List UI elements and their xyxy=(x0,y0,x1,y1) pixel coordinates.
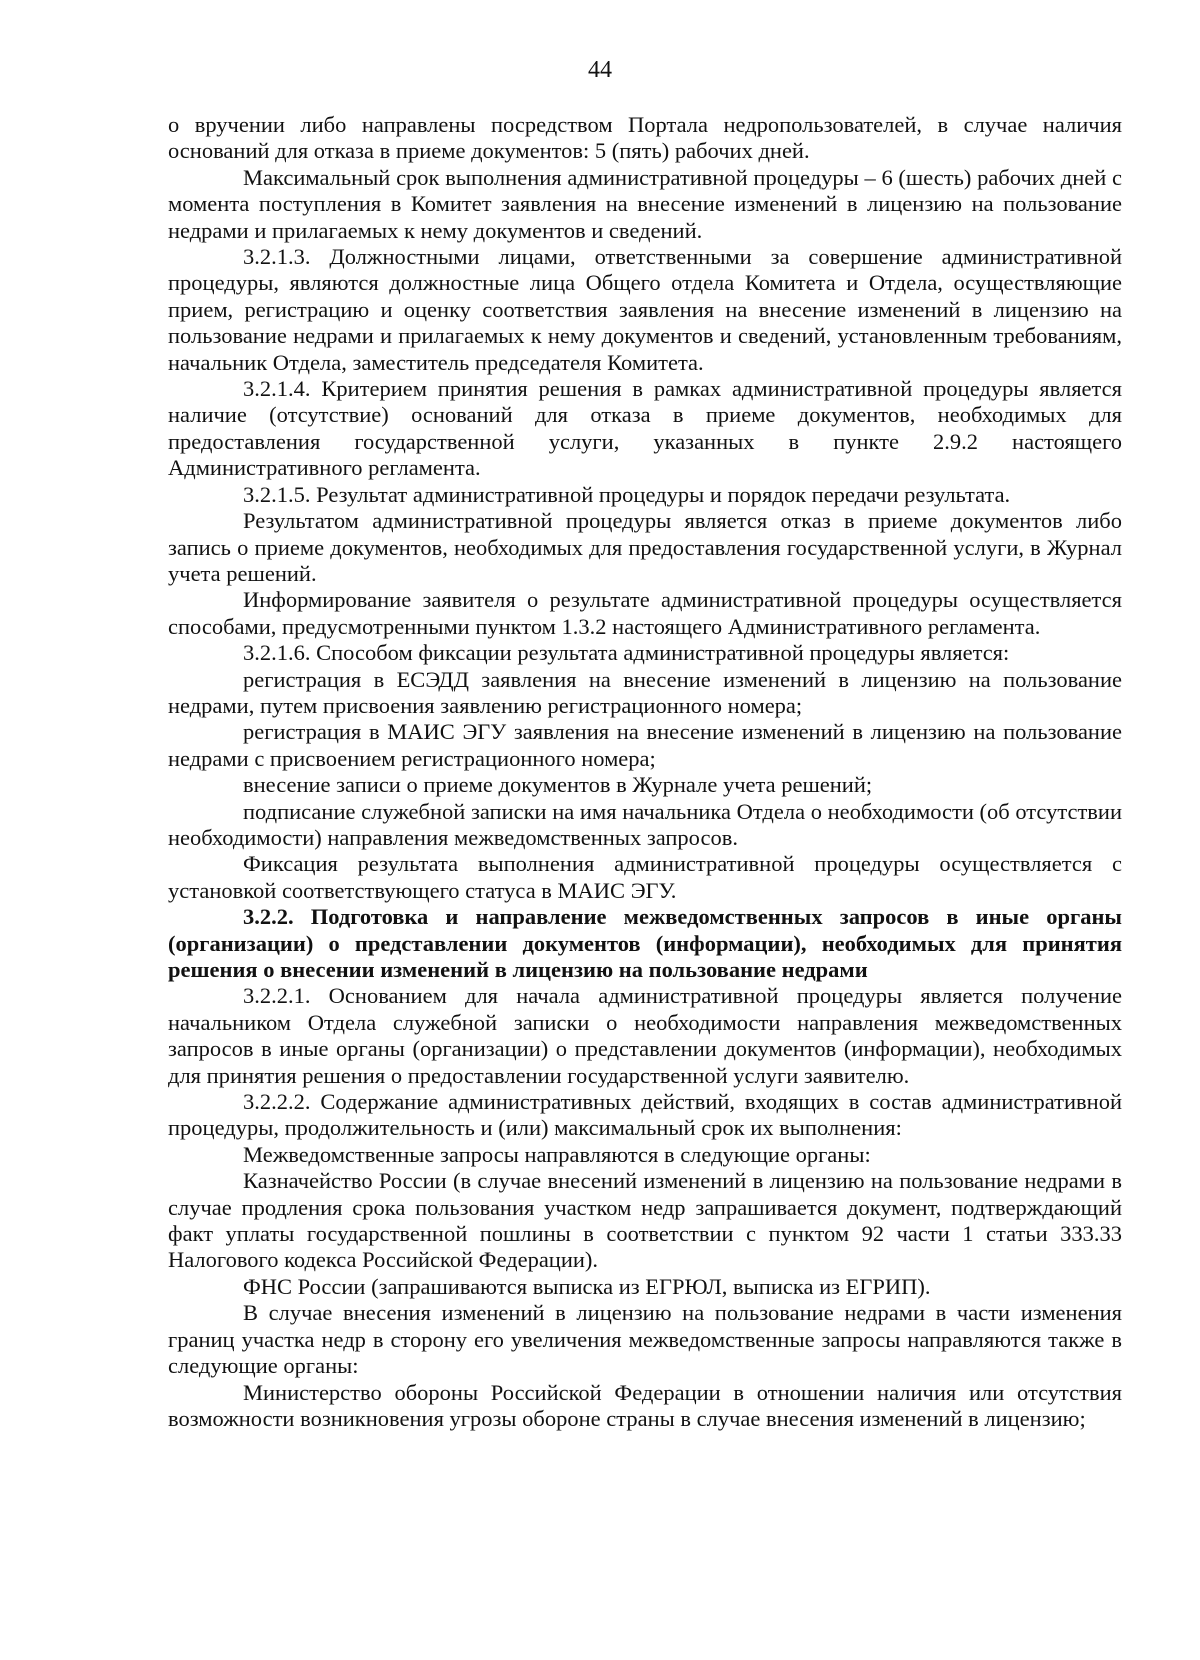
paragraph: подписание служебной записки на имя начальника Отдела о необходимости (об отсутствии необходимости) направления межведомственных запросов. xyxy=(168,798,1122,850)
document-body xyxy=(168,112,1122,1432)
paragraph: Фиксация результата выполнения административной процедуры осуществляется с установкой соответствующего статуса в МАИС ЭГУ. xyxy=(168,851,1122,903)
page-number: 44 xyxy=(588,57,612,83)
paragraph: Казначейство России (в случае внесений изменений в лицензию на пользование недрами в случае продления срока пользования участком недр запрашивается документ, подтверждающий факт уплаты государственной пошлины в соответствии с пунктом 92 части 1 статьи 333.33 Налогового кодекса Российской Федерации). xyxy=(168,1168,1122,1273)
paragraph: 3.2.1.5. Результат административной процедуры и порядок передачи результата. xyxy=(243,481,1011,507)
paragraph: Максимальный срок выполнения административной процедуры – 6 (шесть) рабочих дней с момента поступления в Комитет заявления на внесение изменений в лицензию на пользование недрами и прилагаемых к нему документов и сведений. xyxy=(168,164,1122,243)
paragraph: Межведомственные запросы направляются в следующие органы: xyxy=(243,1141,871,1167)
paragraph: регистрация в МАИС ЭГУ заявления на внесение изменений в лицензию на пользование недрами с присвоением регистрационного номера; xyxy=(168,719,1122,771)
paragraph: 3.2.1.4. Критерием принятия решения в рамках административной процедуры является наличие (отсутствие) оснований для отказа в приеме документов, необходимых для предоставления государственной услуги, указанных в пункте 2.9.2 настоящего Административного регламента. xyxy=(168,376,1122,481)
paragraph: о вручении либо направлены посредством Портала недропользователей, в случае наличия оснований для отказа в приеме документов: 5 (пять) рабочих дней. xyxy=(168,112,1122,164)
paragraph: Результатом административной процедуры является отказ в приеме документов либо запись о приеме документов, необходимых для предоставления государственной услуги, в Журнал учета решений. xyxy=(168,508,1122,586)
paragraph: ФНС России (запрашиваются выписка из ЕГРЮЛ, выписка из ЕГРИП). xyxy=(243,1273,931,1299)
paragraph: В случае внесения изменений в лицензию на пользование недрами в части изменения границ участка недр в сторону его увеличения межведомственные запросы направляются также в следующие органы: xyxy=(168,1300,1122,1379)
paragraph: 3.2.1.6. Способом фиксации результата административной процедуры является: xyxy=(243,640,1010,666)
paragraph: 3.2.2.1. Основанием для начала административной процедуры является получение начальником Отдела служебной записки о необходимости направления межведомственных запросов в иные органы (организации) о представлении документов (информации), необходимых для принятия решения о предоставлении государственной услуги заявителю. xyxy=(168,983,1122,1088)
paragraph: Министерство обороны Российской Федерации в отношении наличия или отсутствия возможности возникновения угрозы обороне страны в случае внесения изменений в лицензию; xyxy=(168,1379,1122,1431)
section-heading: 3.2.2. Подготовка и направление межведомственных запросов в иные органы (организации) о представлении документов (информации), необходимых для принятия решения о внесении изменений в лицензию на пользование недрами xyxy=(168,904,1122,982)
paragraph: Информирование заявителя о результате административной процедуры осуществляется способами, предусмотренными пунктом 1.3.2 настоящего Административного регламента. xyxy=(168,587,1122,639)
paragraph: 3.2.1.3. Должностными лицами, ответственными за совершение административной процедуры, являются должностные лица Общего отдела Комитета и Отдела, осуществляющие прием, регистрацию и оценку соответствия заявления на внесение изменений в лицензию на пользование недрами и прилагаемых к нему документов и сведений, установленным требованиям, начальник Отдела, заместитель председателя Комитета. xyxy=(168,244,1122,375)
paragraph: 3.2.2.2. Содержание административных действий, входящих в состав административной процедуры, продолжительность и (или) максимальный срок их выполнения: xyxy=(168,1089,1122,1141)
paragraph: регистрация в ЕСЭДД заявления на внесение изменений в лицензию на пользование недрами, путем присвоения заявлению регистрационного номера; xyxy=(168,666,1122,718)
paragraph: внесение записи о приеме документов в Журнале учета решений; xyxy=(243,772,873,798)
